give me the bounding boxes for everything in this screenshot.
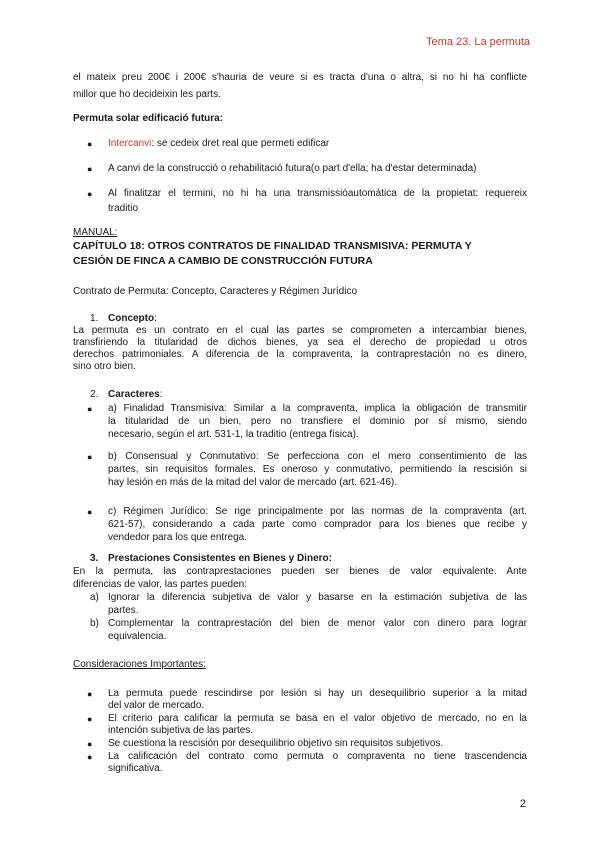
consideraciones-4-line-1: La calificación del contrato como permuta o compraventa no tiene trascendencia bbox=[108, 751, 527, 762]
prestaciones-option-b-line-1: Complementar la contraprestación del bien de menor valor con dinero para lograr bbox=[108, 618, 527, 629]
solar-item-1-text: : se cedeix dret real que permeti edificar bbox=[151, 138, 330, 149]
caracteres-c-line-3: vendedor para los que entrega. bbox=[108, 532, 247, 543]
bullet-icon: ● bbox=[87, 507, 93, 517]
concepto-line-2: transfiriendo la titularidad de dichos bienes, ya sea el derecho de propiedad u otros bbox=[73, 337, 527, 348]
solar-item-1-prefix: Intercanvi bbox=[108, 138, 152, 149]
chapter-title-line-2: CESIÓN DE FINCA A CAMBIO DE CONSTRUCCIÓN FUTURA bbox=[73, 255, 373, 267]
prestaciones-line-2: diferencias de valor, las partes pueden: bbox=[73, 579, 247, 590]
consideraciones-1-line-1: La permuta puede rescindirse por lesión si hay un desequilibrio superior a la mitad bbox=[108, 688, 527, 699]
concepto-line-1: La permuta es un contrato en el cual las partes se comprometen a intercambiar bienes, bbox=[73, 325, 527, 336]
consideraciones-4-line-2: significativa. bbox=[108, 763, 163, 774]
consideraciones-3-line-1: Se cuestiona la rescisión por desequilibrio objetivo sin requisitos subjetivos. bbox=[108, 738, 444, 749]
caracteres-c-line-2: 621-57), considerando a cada parte como comprador para los bienes que recibe y bbox=[108, 519, 527, 530]
caracteres-title bbox=[108, 388, 527, 402]
prestaciones-line-1: En la permuta, las contraprestaciones pueden ser bienes de valor equivalente. Ante bbox=[73, 566, 527, 577]
caracteres-title-colon: : bbox=[159, 389, 163, 400]
concepto-title-text: Concepto bbox=[108, 313, 155, 324]
section-number: 1. bbox=[90, 313, 99, 324]
page-number: 2 bbox=[519, 798, 526, 810]
prestaciones-option-a-line-1: Ignorar la diferencia subjetiva de valor y basarse en la estimación subjetiva de las bbox=[108, 592, 527, 603]
bullet-icon: ● bbox=[87, 689, 93, 699]
option-label: a) bbox=[90, 592, 99, 603]
section-number: 3. bbox=[90, 553, 99, 564]
concepto-line-3: derechos patrimoniales. A diferencia de la compraventa, la contraprestación no es dinero, bbox=[73, 349, 527, 360]
intro-line-2: millor que ho decideixin les parts. bbox=[73, 89, 221, 100]
bullet-icon: ● bbox=[87, 404, 93, 414]
concepto-title-colon: : bbox=[154, 313, 157, 324]
caracteres-b-line-1: b) Consensual y Conmutativo: Se perfecciona con el mero consentimiento de las bbox=[108, 451, 527, 462]
bullet-icon: ● bbox=[87, 452, 93, 462]
solar-item-3-line-2: traditio bbox=[108, 203, 139, 214]
intro-line-1: el mateix preu 200€ i 200€ s'hauria de veure si es tracta d'una o altra, si no hi ha conflicte bbox=[73, 72, 527, 83]
bullet-icon: ● bbox=[87, 139, 93, 149]
consideraciones-2-line-2: intención subjetiva de las partes. bbox=[108, 725, 254, 736]
manual-subtitle: Contrato de Permuta: Concepto, Caracteres y Régimen Jurídico bbox=[73, 286, 358, 297]
consideraciones-2-line-1: El criterio para calificar la permuta se basa en el valor objetivo de mercado, no en la bbox=[108, 713, 527, 724]
manual-label: MANUAL: bbox=[73, 227, 118, 238]
prestaciones-option-b-line-2: equivalencia. bbox=[108, 631, 167, 642]
solar-item-3-line-1: Al finalitzar el termini, no hi ha una transmissióautomàtica de la propietat: requereix bbox=[108, 188, 527, 199]
solar-item-1 bbox=[108, 137, 527, 151]
bullet-icon: ● bbox=[87, 714, 93, 724]
caracteres-b-line-2: partes, sin requisitos formales. Es oneroso y conmutativo, permitiendo la rescisión si bbox=[108, 464, 527, 475]
caracteres-a-line-2: la titularidad de un bien, pero no transfiere el dominio por sí mismo, siendo bbox=[108, 416, 527, 427]
caracteres-c-line-1: c) Régimen Jurídico: Se rige principalmente por las normas de la compraventa (art. bbox=[108, 506, 527, 517]
consideraciones-1-line-2: del valor de mercado. bbox=[108, 700, 205, 711]
bullet-icon: ● bbox=[87, 189, 93, 199]
section-number: 2. bbox=[90, 389, 99, 400]
bullet-icon: ● bbox=[87, 164, 93, 174]
option-label: b) bbox=[90, 618, 99, 629]
caracteres-b-line-3: hay lesión en más de la mitad del valor de mercado (art. 621-46). bbox=[108, 477, 398, 488]
bullet-icon: ● bbox=[87, 752, 93, 762]
solar-section-title: Permuta solar edificació futura: bbox=[73, 113, 224, 124]
caracteres-a-line-1: a) Finalidad Transmisiva: Similar a la compraventa, implica la obligación de transmitir bbox=[108, 403, 527, 414]
prestaciones-option-a-line-2: partes. bbox=[108, 605, 139, 616]
concepto-line-4: sino otro bien. bbox=[73, 361, 136, 372]
chapter-title-line-1: CAPÍTULO 18: OTROS CONTRATOS DE FINALIDAD TRANSMISIVA: PERMUTA Y bbox=[73, 240, 472, 252]
page-header-title: Tema 23. La permuta bbox=[426, 36, 530, 48]
solar-item-2: A canvi de la construcció o rehabilitació futura(o part d'ella; ha d'estar determinada) bbox=[108, 163, 477, 174]
caracteres-title-text: Caracteres bbox=[108, 389, 160, 400]
consideraciones-title: Consideraciones Importantes: bbox=[73, 659, 206, 670]
caracteres-a-line-3: necesario, según el art. 531-1, la traditio (entrega física). bbox=[108, 429, 359, 440]
bullet-icon: ● bbox=[87, 739, 93, 749]
prestaciones-title: Prestaciones Consistentes en Bienes y Dinero: bbox=[108, 553, 332, 564]
